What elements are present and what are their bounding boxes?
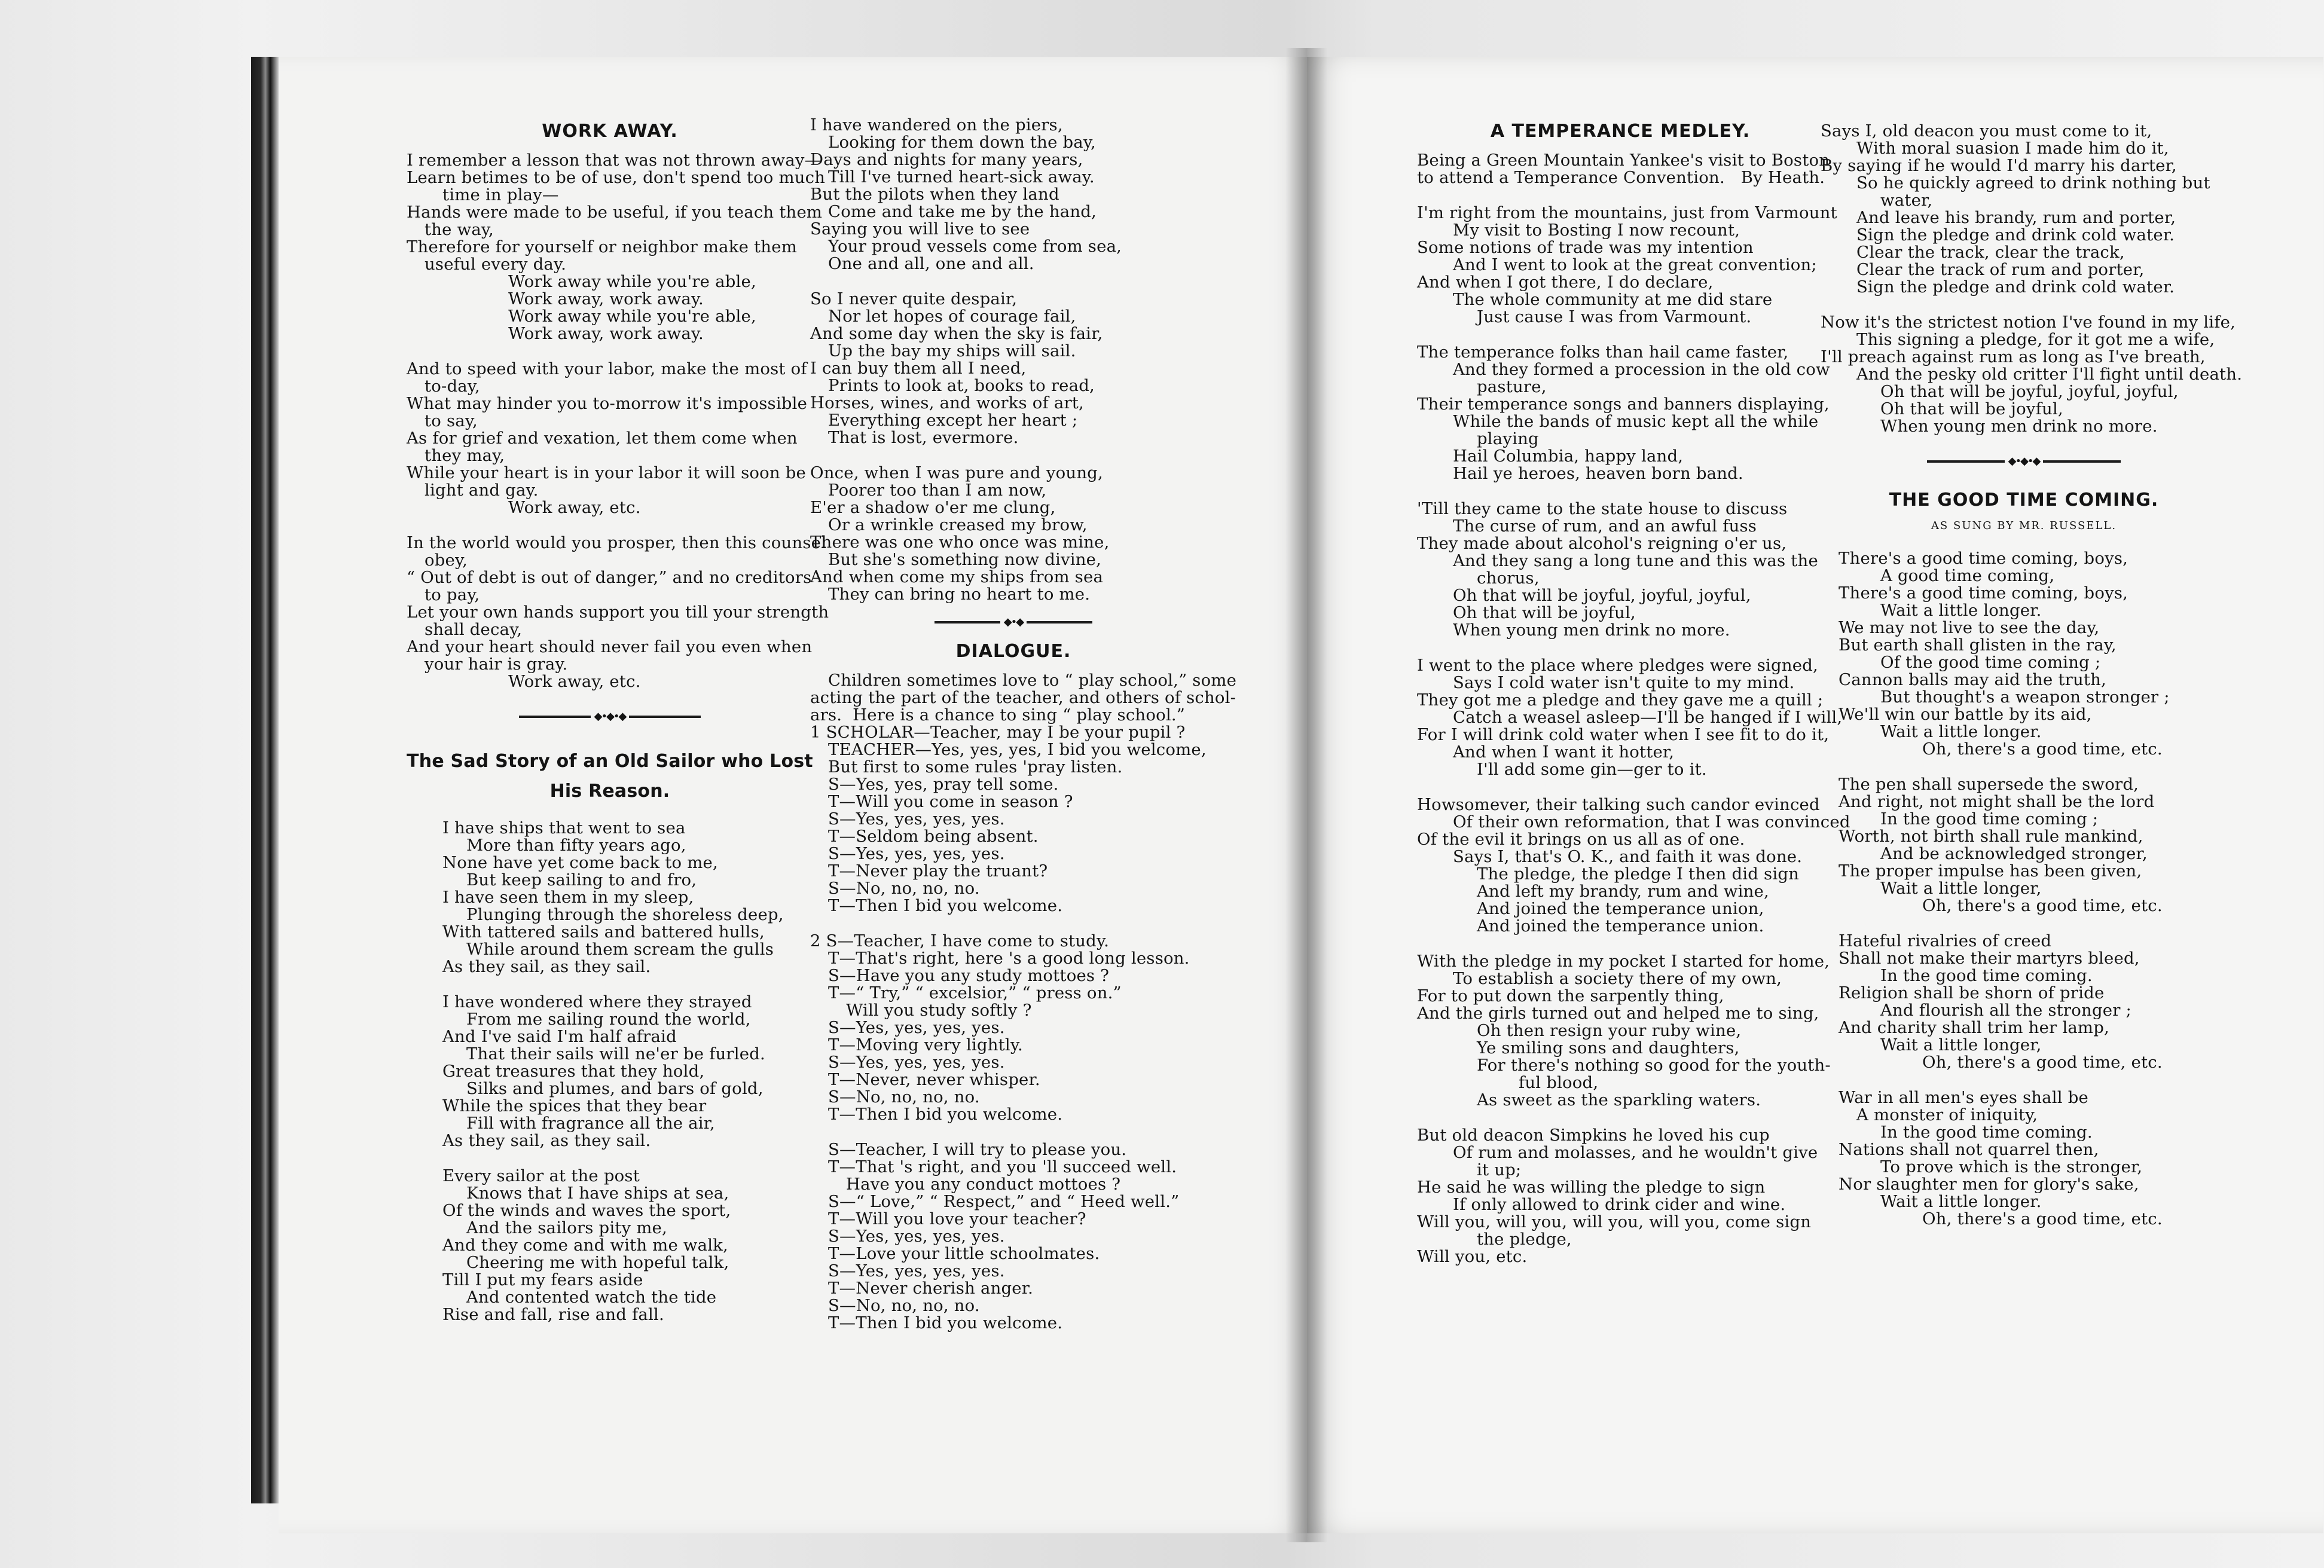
text-line: More than fifty years ago,	[466, 836, 686, 855]
text-line: “ Out of debt is out of danger,” and no creditors	[407, 568, 812, 587]
text-line: I remember a lesson that was not thrown away—	[407, 151, 822, 170]
text-line: Wait a little longer.	[1880, 601, 2042, 620]
text-line: Once, when I was pure and young,	[810, 463, 1103, 482]
text-line: A monster of iniquity,	[1856, 1105, 2038, 1124]
text-line: S—Yes, yes, yes, yes.	[828, 1261, 1005, 1280]
text-line: There was one who once was mine,	[810, 533, 1110, 552]
text-line: I'm right from the mountains, just from Varmount	[1417, 203, 1837, 222]
temperance-medley-poem	[1417, 203, 1850, 1266]
text-line: T—Will you come in season ?	[828, 792, 1073, 811]
text-line: And they come and with me walk,	[442, 1236, 728, 1255]
text-line: I have seen them in my sleep,	[442, 888, 694, 907]
text-line: Just cause I was from Varmount.	[1477, 307, 1752, 326]
text-line: ars. Here is a chance to sing “ play school.”	[810, 705, 1186, 725]
text-line: In the world would you prosper, then this counsel	[407, 533, 827, 552]
text-line: T—Moving very lightly.	[828, 1035, 1023, 1054]
text-line: Wait a little longer.	[1880, 722, 2042, 741]
work-away-title: WORK AWAY.	[542, 121, 678, 142]
text-line: Clear the track of rum and porter,	[1856, 260, 2145, 279]
text-line: light and gay.	[425, 481, 539, 500]
text-line: Religion shall be shorn of pride	[1839, 983, 2105, 1002]
stanza-break	[1417, 482, 1824, 500]
stanza-break	[1417, 935, 1824, 953]
text-line: One and all, one and all.	[828, 254, 1034, 273]
section-divider-ornament: ◆•◆	[810, 616, 1217, 628]
text-line: S—Yes, yes, yes, yes.	[828, 844, 1005, 863]
text-line: Oh, there's a good time, etc.	[1922, 1053, 2163, 1072]
text-line: For there's nothing so good for the youth-	[1477, 1056, 1831, 1075]
text-line: With the pledge in my pocket I started for home,	[1417, 952, 1830, 971]
text-line: obey,	[425, 551, 468, 570]
text-line: While the bands of music kept all the while	[1453, 412, 1819, 431]
text-line: Oh that will be joyful, joyful, joyful,	[1880, 382, 2179, 401]
stanza-break	[1417, 326, 1824, 344]
text-line: T—Then I bid you welcome.	[828, 1313, 1063, 1332]
text-line: But keep sailing to and fro,	[466, 870, 697, 890]
text-line: The proper impulse has been given,	[1839, 861, 2142, 881]
text-line: Rise and fall, rise and fall.	[442, 1305, 664, 1324]
text-line: T—Then I bid you welcome.	[828, 896, 1063, 915]
column-3	[1417, 121, 1850, 1266]
text-line: Prints to look at, books to read,	[828, 376, 1095, 395]
text-line: War in all men's eyes shall be	[1839, 1088, 2088, 1107]
text-line: Will you study softly ?	[846, 1001, 1032, 1020]
binding-spine	[251, 57, 279, 1503]
text-line: As for grief and vexation, let them come when	[407, 429, 798, 448]
text-line: In the good time coming.	[1880, 966, 2093, 985]
text-line: Days and nights for many years,	[810, 150, 1083, 169]
text-line: T—Love your little schoolmates.	[828, 1244, 1100, 1263]
text-line: S—Yes, yes, pray tell some.	[828, 775, 1059, 794]
text-line: And flourish all the stronger ;	[1880, 1001, 2131, 1020]
text-line: Looking for them down the bay,	[828, 133, 1096, 152]
text-line: A good time coming,	[1880, 566, 2055, 585]
column-4	[1821, 121, 2243, 1228]
text-line: your hair is gray.	[425, 655, 568, 674]
text-line: And I've said I'm half afraid	[442, 1027, 677, 1046]
stanza-break	[810, 273, 1217, 291]
text-line: T—Then I bid you welcome.	[828, 1105, 1063, 1124]
text-line: While your heart is in your labor it will soon be	[407, 463, 807, 482]
text-line: to say,	[425, 411, 478, 430]
text-line: time in play—	[442, 185, 559, 204]
text-line: As they sail, as they sail.	[442, 957, 651, 976]
text-line: Oh, there's a good time, etc.	[1922, 1209, 2163, 1228]
text-line: Their temperance songs and banners displaying,	[1417, 395, 1830, 414]
text-line: shall decay,	[425, 620, 523, 639]
text-line: And contented watch the tide	[466, 1288, 717, 1307]
text-line: And when I got there, I do declare,	[1417, 273, 1714, 292]
text-line: As they sail, as they sail.	[442, 1131, 651, 1150]
text-line: And be acknowledged stronger,	[1880, 844, 2148, 863]
text-line: the way,	[425, 220, 494, 239]
text-line: If only allowed to drink cider and wine.	[1453, 1195, 1786, 1214]
text-line: Silks and plumes, and bars of gold,	[466, 1079, 764, 1098]
text-line: And right, not might shall be the lord	[1839, 792, 2155, 811]
text-line: From me sailing round the world,	[466, 1010, 751, 1029]
text-line: S—Teacher, I will try to please you.	[828, 1140, 1127, 1159]
page-gutter	[1285, 48, 1327, 1542]
text-line: And I went to look at the great convention;	[1453, 255, 1817, 274]
text-line: But earth shall glisten in the ray,	[1839, 635, 2117, 655]
good-time-coming-poem	[1821, 550, 2227, 1228]
text-line: I have ships that went to sea	[442, 818, 686, 838]
text-line: But thought's a weapon stronger ;	[1880, 687, 2170, 707]
sailor-poem-continued	[810, 117, 1217, 603]
stanza-break	[1417, 639, 1824, 657]
text-line: Says I, that's O. K., and faith it was done.	[1453, 847, 1803, 866]
text-line: By saying if he would I'd marry his darter,	[1821, 156, 2177, 175]
text-line: water,	[1880, 191, 1933, 210]
sad-story-poem	[407, 820, 813, 1324]
stanza-break	[407, 976, 813, 994]
text-line: Of the evil it brings on us all as of one.	[1417, 830, 1745, 849]
text-line: T—Never cherish anger.	[828, 1279, 1034, 1298]
text-line: Of the good time coming ;	[1880, 653, 2101, 672]
text-line: I'll preach against rum as long as I've breath,	[1821, 347, 2206, 366]
text-line: 1 SCHOLAR—Teacher, may I be your pupil ?	[810, 723, 1186, 742]
stanza-break	[1821, 915, 2227, 933]
text-line: And joined the temperance union,	[1477, 899, 1764, 918]
text-line: 'Till they came to the state house to discuss	[1417, 499, 1788, 518]
text-line: To prove which is the stronger,	[1880, 1157, 2143, 1176]
text-line: In the good time coming.	[1880, 1123, 2093, 1142]
text-line: Work away, work away.	[508, 289, 704, 308]
text-line: So I never quite despair,	[810, 289, 1018, 308]
text-line: The curse of rum, and an awful fuss	[1453, 516, 1757, 536]
text-line: And the sailors pity me,	[466, 1218, 667, 1237]
text-line: For to put down the sarpently thing,	[1417, 986, 1724, 1005]
text-line: And joined the temperance union.	[1477, 916, 1764, 936]
text-line: And your heart should never fail you even when	[407, 637, 813, 656]
text-line: TEACHER—Yes, yes, yes, I bid you welcome,	[828, 740, 1207, 759]
text-line: Oh, there's a good time, etc.	[1922, 896, 2163, 915]
text-line: Hateful rivalries of creed	[1839, 931, 2052, 950]
text-line: Of their own reformation, that I was convinced	[1453, 812, 1850, 832]
text-line: Catch a weasel asleep—I'll be hanged if I will,	[1453, 708, 1843, 727]
text-line: They made about alcohol's reigning o'er us,	[1417, 534, 1787, 553]
text-line: Shall not make their martyrs bleed,	[1839, 949, 2140, 968]
text-line: Or a wrinkle creased my brow,	[828, 515, 1088, 534]
medley-poem-continued	[1821, 121, 2243, 436]
text-line: Sign the pledge and drink cold water.	[1856, 277, 2175, 297]
text-line: And charity shall trim her lamp,	[1839, 1018, 2109, 1037]
text-line: Fill with fragrance all the air,	[466, 1114, 715, 1133]
text-line: Work away, etc.	[508, 672, 641, 691]
text-line: Come and take me by the hand,	[828, 202, 1097, 221]
text-line: Says I cold water isn't quite to my mind.	[1453, 673, 1795, 692]
text-line: T—That's right, here 's a good long lesson.	[828, 949, 1190, 968]
text-line: We'll win our battle by its aid,	[1839, 705, 2092, 724]
text-line: Oh then resign your ruby wine,	[1477, 1021, 1742, 1040]
text-line: The whole community at me did stare	[1453, 290, 1773, 309]
text-line: Cheering me with hopeful talk,	[466, 1253, 729, 1272]
text-line: And to speed with your labor, make the most of	[407, 359, 807, 378]
text-line: ful blood,	[1519, 1073, 1599, 1092]
stanza-break	[1821, 758, 2227, 776]
text-line: chorus,	[1477, 568, 1540, 588]
text-line: the pledge,	[1477, 1230, 1572, 1249]
text-line: As sweet as the sparkling waters.	[1477, 1090, 1761, 1109]
text-line: And when I want it hotter,	[1453, 742, 1675, 762]
text-line: Therefore for yourself or neighbor make them	[407, 237, 797, 256]
text-line: Howsomever, their talking such candor evinced	[1417, 795, 1820, 814]
text-line: S—“ Love,” “ Respect,” and “ Heed well.”	[828, 1192, 1180, 1211]
text-line: And left my brandy, rum and wine,	[1477, 882, 1769, 901]
text-line: Work away, work away.	[508, 324, 704, 343]
text-line: Wait a little longer.	[1880, 1192, 2042, 1211]
text-line: The pen shall supersede the sword,	[1839, 775, 2139, 794]
text-line: T—Seldom being absent.	[828, 827, 1039, 846]
work-away-poem	[407, 151, 829, 691]
text-line: They can bring no heart to me.	[828, 585, 1091, 604]
text-line: None have yet come back to me,	[442, 853, 718, 872]
text-line: S—Yes, yes, yes, yes.	[828, 1053, 1005, 1072]
text-line: Wait a little longer,	[1880, 1035, 2042, 1054]
text-line: And they formed a procession in the old cow	[1453, 360, 1830, 379]
dialogue-text	[810, 671, 1237, 1332]
text-line: There's a good time coming, boys,	[1839, 549, 2128, 568]
text-line: My visit to Bosting I now recount,	[1453, 221, 1740, 240]
text-line: And leave his brandy, rum and porter,	[1856, 208, 2176, 227]
text-line: Wait a little longer,	[1880, 879, 2042, 898]
text-line: Work away while you're able,	[508, 272, 756, 291]
text-line: I went to the place where pledges were signed,	[1417, 656, 1818, 675]
text-line: In the good time coming ;	[1880, 809, 2099, 829]
text-line: He said he was willing the pledge to sign	[1417, 1178, 1766, 1197]
text-line: Children sometimes love to “ play school,” some	[828, 671, 1237, 690]
text-line: S—No, no, no, no.	[828, 1296, 980, 1315]
text-line: And the pesky old critter I'll fight until death.	[1856, 365, 2243, 384]
stanza-break	[407, 343, 813, 360]
text-line: I have wandered on the piers,	[810, 115, 1063, 135]
text-line: That is lost, evermore.	[828, 428, 1019, 447]
text-line: Worth, not birth shall rule mankind,	[1839, 827, 2143, 846]
text-line: E'er a shadow o'er me clung,	[810, 498, 1056, 517]
text-line: Nor slaughter men for glory's sake,	[1839, 1175, 2139, 1194]
text-line: useful every day.	[425, 255, 567, 274]
text-line: Of the winds and waves the sport,	[442, 1201, 731, 1220]
text-line: pasture,	[1477, 377, 1547, 396]
text-line: I'll add some gin—ger to it.	[1477, 760, 1707, 779]
text-line: to pay,	[425, 585, 480, 604]
text-line: Plunging through the shoreless deep,	[466, 905, 784, 924]
text-line: S—No, no, no, no.	[828, 1087, 980, 1107]
text-line: T—Will you love your teacher?	[828, 1209, 1086, 1228]
text-line: acting the part of the teacher, and others of schol-	[810, 688, 1236, 707]
text-line: We may not live to see the day,	[1839, 618, 2100, 637]
text-line: Learn betimes to be of use, don't spend too much	[407, 168, 826, 187]
text-line: Let your own hands support you till your strength	[407, 603, 829, 622]
text-line: Horses, wines, and works of art,	[810, 393, 1085, 412]
medley-intro-line: Being a Green Mountain Yankee's visit to Boston	[1417, 151, 1830, 170]
text-line: Nor let hopes of courage fail,	[828, 307, 1076, 326]
text-line: Of rum and molasses, and he wouldn't give	[1453, 1143, 1818, 1162]
medley-intro-line: to attend a Temperance Convention. By Heath.	[1417, 168, 1825, 187]
text-line: And some day when the sky is fair,	[810, 324, 1103, 343]
text-line: Oh that will be joyful, joyful, joyful,	[1453, 586, 1751, 605]
dialogue-title: DIALOGUE.	[955, 641, 1071, 662]
stanza-break	[1821, 1071, 2227, 1089]
text-line: While the spices that they bear	[442, 1096, 707, 1115]
text-line: The temperance folks than hail came faster,	[1417, 343, 1789, 362]
text-line: And when come my ships from sea	[810, 567, 1104, 586]
text-line: With tattered sails and battered hulls,	[442, 922, 765, 942]
text-line: But old deacon Simpkins he loved his cup	[1417, 1126, 1770, 1145]
text-line: While around them scream the gulls	[466, 940, 774, 959]
text-line: But she's something now divine,	[828, 550, 1102, 569]
text-line: When young men drink no more.	[1453, 621, 1730, 640]
text-line: it up;	[1477, 1160, 1522, 1179]
text-line: But the pilots when they land	[810, 185, 1059, 204]
stanza-break	[407, 1150, 813, 1167]
text-line: For I will drink cold water when I see fit to do it,	[1417, 725, 1830, 744]
text-line: Oh that will be joyful,	[1880, 399, 2063, 418]
text-line: S—Yes, yes, yes, yes.	[828, 1018, 1005, 1037]
text-line: Every sailor at the post	[442, 1166, 640, 1185]
good-time-coming-subtitle: AS SUNG BY MR. RUSSELL.	[1931, 519, 2117, 532]
text-line: to-day,	[425, 377, 480, 396]
text-line: T—“ Try,” “ excelsior,” “ press on.”	[828, 983, 1122, 1002]
text-line: They got me a pledge and they gave me a quill ;	[1417, 690, 1824, 710]
section-divider-ornament: ◆•◆•◆	[1821, 456, 2227, 467]
text-line: Great treasures that they hold,	[442, 1062, 705, 1081]
text-line: Cannon balls may aid the truth,	[1839, 670, 2106, 689]
stanza-break	[810, 915, 1217, 933]
text-line: Oh, there's a good time, etc.	[1922, 739, 2163, 759]
column-1	[407, 121, 829, 1324]
text-line: Saying you will live to see	[810, 219, 1030, 239]
section-divider-ornament: ◆•◆•◆	[407, 711, 813, 723]
text-line: 2 S—Teacher, I have come to study.	[810, 931, 1110, 950]
text-line: Have you any conduct mottoes ?	[846, 1175, 1121, 1194]
text-line: Hail Columbia, happy land,	[1453, 447, 1684, 466]
text-line: That their sails will ne'er be furled.	[466, 1044, 765, 1063]
text-line: Hail ye heroes, heaven born band.	[1453, 464, 1743, 483]
stanza-break	[810, 447, 1217, 464]
text-line: With moral suasion I made him do it,	[1856, 139, 2169, 158]
text-line: Ye smiling sons and daughters,	[1477, 1038, 1740, 1057]
text-line: What may hinder you to-morrow it's impossible	[407, 394, 808, 413]
text-line: playing	[1477, 429, 1539, 448]
sad-story-title: The Sad Story of an Old Sailor who Lost His Reason.	[407, 751, 813, 802]
text-line: To establish a society there of my own,	[1453, 969, 1782, 988]
stanza-break	[810, 1123, 1217, 1141]
text-line: And they sang a long tune and this was the	[1453, 551, 1818, 570]
stanza-break	[1417, 1109, 1824, 1127]
text-line: Clear the track, clear the track,	[1856, 243, 2125, 262]
text-line: And the girls turned out and helped me to sing,	[1417, 1004, 1819, 1023]
stanza-break	[407, 516, 813, 534]
text-line: T—That 's right, and you 'll succeed well.	[828, 1157, 1177, 1176]
text-line: Oh that will be joyful,	[1453, 603, 1636, 622]
text-line: Till I put my fears aside	[442, 1270, 643, 1289]
text-line: Hands were made to be useful, if you teach them	[407, 203, 823, 222]
text-line: When young men drink no more.	[1880, 417, 2158, 436]
stanza-break	[1821, 296, 2227, 314]
text-line: T—Never play the truant?	[828, 861, 1048, 881]
text-line: This signing a pledge, for it got me a wife,	[1856, 330, 2215, 349]
text-line: I have wondered where they strayed	[442, 992, 752, 1011]
column-2	[810, 115, 1237, 1332]
text-line: There's a good time coming, boys,	[1839, 583, 2128, 603]
stanza-break	[1417, 778, 1824, 796]
text-line: Your proud vessels come from sea,	[828, 237, 1122, 256]
text-line: Will you, etc.	[1417, 1247, 1528, 1266]
text-line: Some notions of trade was my intention	[1417, 238, 1754, 257]
text-line: they may,	[425, 446, 505, 465]
text-line: I can buy them all I need,	[810, 359, 1027, 378]
text-line: Now it's the strictest notion I've found in my life,	[1821, 313, 2236, 332]
text-line: Poorer too than I am now,	[828, 481, 1047, 500]
text-line: But first to some rules 'pray listen.	[828, 757, 1123, 777]
text-line: S—Yes, yes, yes, yes.	[828, 809, 1005, 829]
text-line: Sign the pledge and drink cold water.	[1856, 225, 2175, 244]
text-line: Up the bay my ships will sail.	[828, 341, 1076, 360]
text-line: Says I, old deacon you must come to it,	[1821, 121, 2152, 140]
text-line: Work away, etc.	[508, 498, 641, 517]
text-line: The pledge, the pledge I then did sign	[1477, 864, 1800, 884]
text-line: So he quickly agreed to drink nothing but	[1856, 173, 2210, 192]
good-time-coming-title: THE GOOD TIME COMING.	[1889, 490, 2159, 511]
text-line: T—Never, never whisper.	[828, 1070, 1040, 1089]
text-line: Nations shall not quarrel then,	[1839, 1140, 2099, 1159]
text-line: S—Yes, yes, yes, yes.	[828, 1227, 1005, 1246]
temperance-medley-title: A TEMPERANCE MEDLEY.	[1490, 121, 1751, 142]
text-line: S—No, no, no, no.	[828, 879, 980, 898]
text-line: Work away while you're able,	[508, 307, 756, 326]
text-line: S—Have you any study mottoes ?	[828, 966, 1110, 985]
text-line: Will you, will you, will you, will you, come sign	[1417, 1212, 1812, 1231]
text-line: Knows that I have ships at sea,	[466, 1184, 729, 1203]
text-line: Till I've turned heart-sick away.	[828, 167, 1095, 187]
text-line: Everything except her heart ;	[828, 411, 1078, 430]
